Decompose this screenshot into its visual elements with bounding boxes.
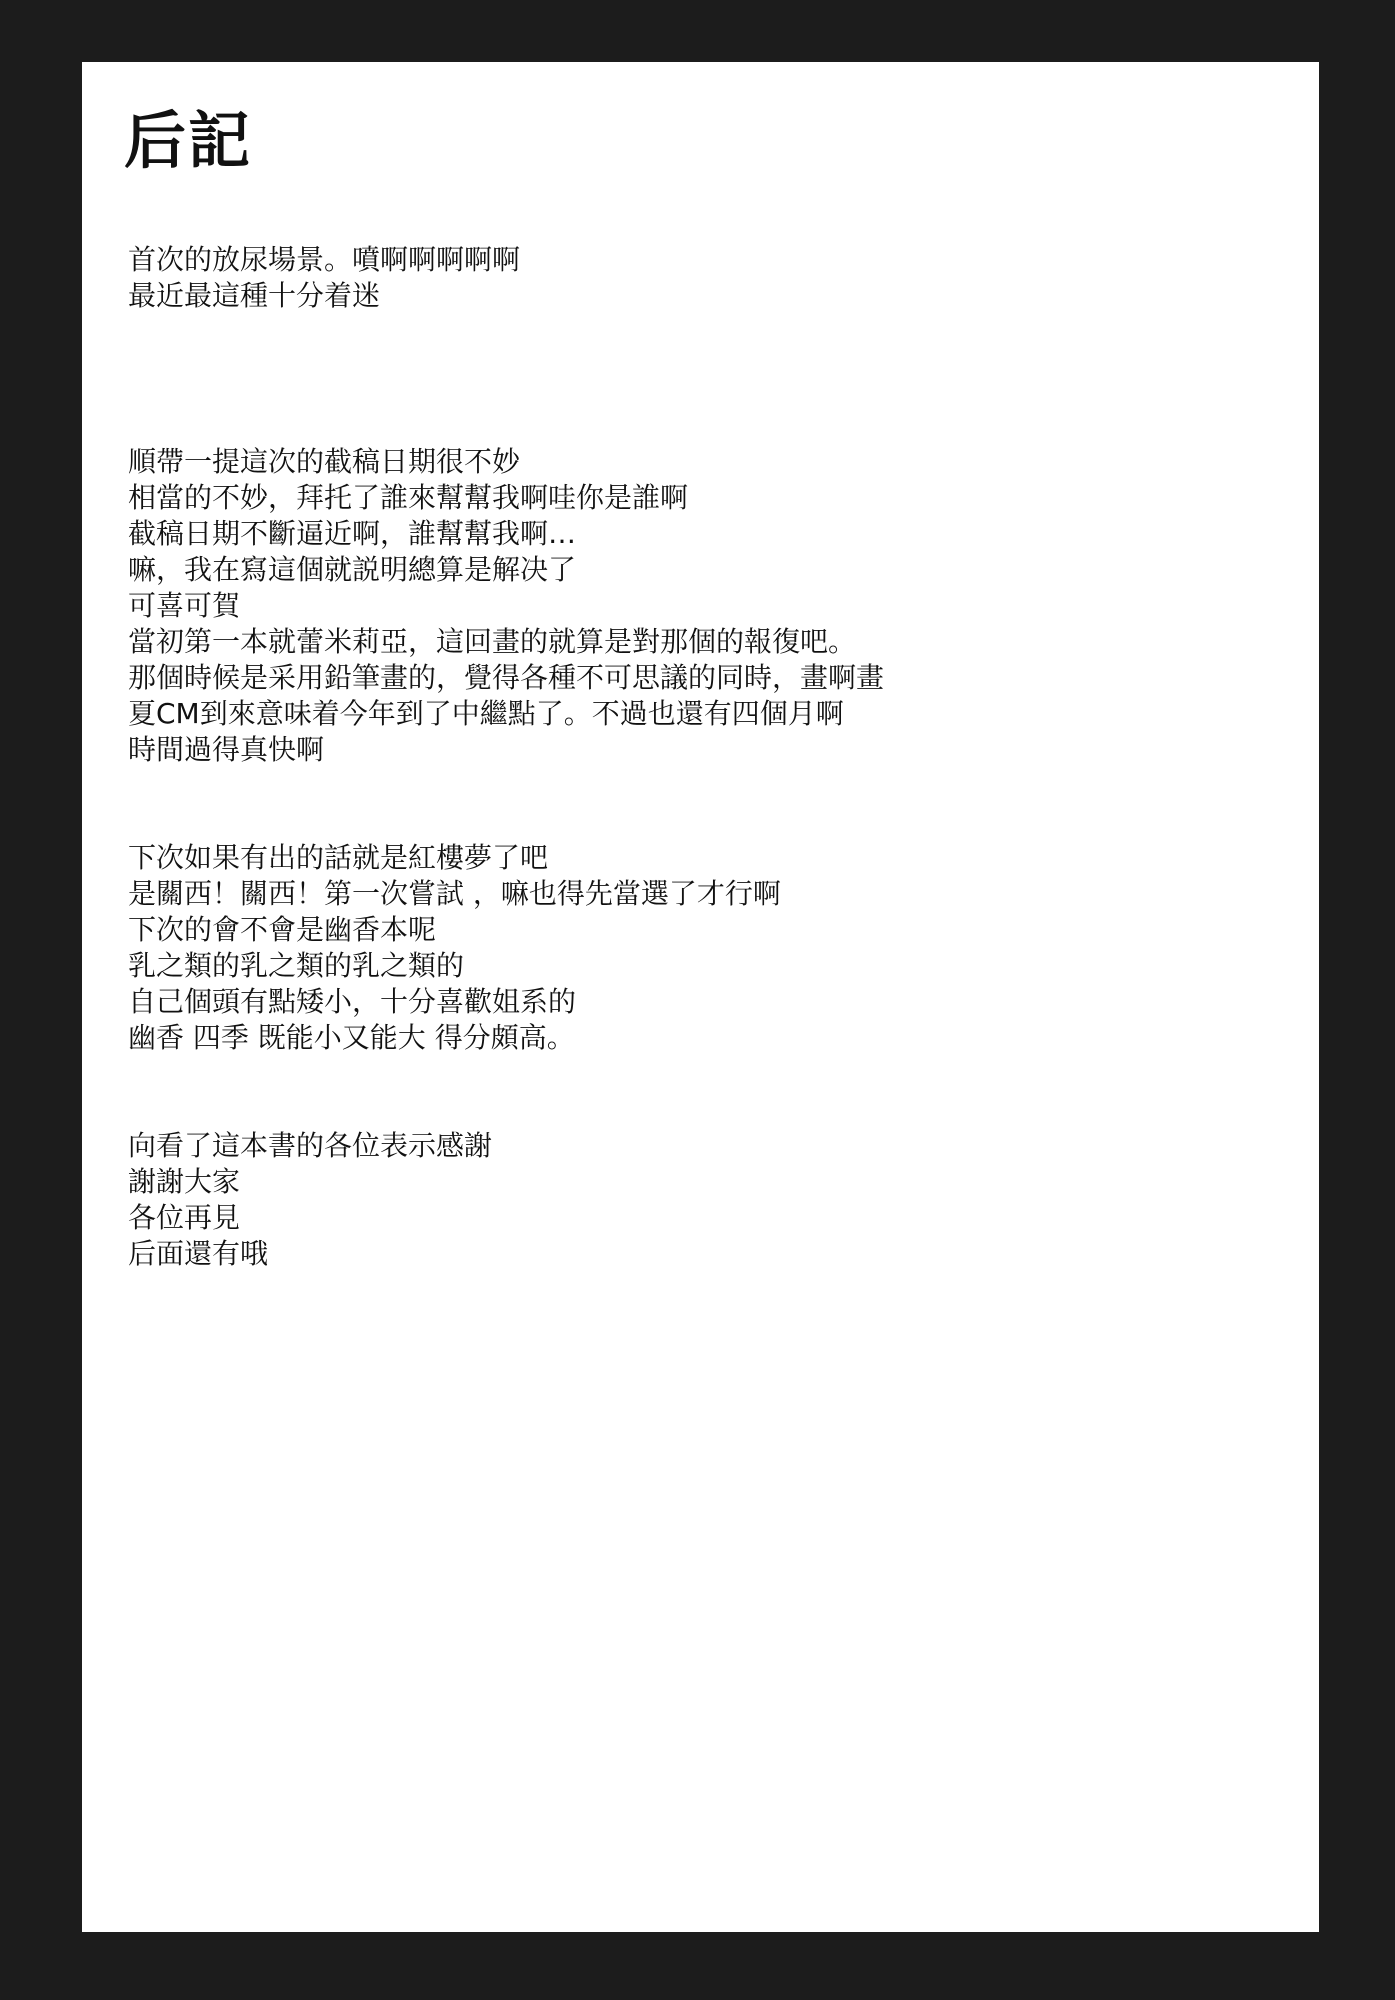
text-line: 自己個頭有點矮小，十分喜歡姐系的	[128, 985, 577, 1018]
text-line: 可喜可賀	[128, 589, 241, 622]
document-page	[82, 62, 1319, 1932]
paragraph-next-event	[128, 840, 781, 1056]
text-line: 下次的會不會是幽香本呢	[128, 913, 437, 946]
text-line: 下次如果有出的話就是紅樓夢了吧	[128, 841, 549, 874]
paragraph-thanks	[128, 1128, 492, 1272]
text-line: 幽香 四季 既能小又能大 得分頗高。	[128, 1021, 575, 1054]
text-line: 向看了這本書的各位表示感謝	[128, 1129, 493, 1162]
text-line: 順帶一提這次的截稿日期很不妙	[128, 445, 521, 478]
text-line: 是關西！關西！第一次嘗試 ，嘛也得先當選了才行啊	[128, 877, 781, 910]
page-title: 后記	[124, 104, 253, 177]
text-line: 那個時候是采用鉛筆畫的，覺得各種不可思議的同時，畫啊畫	[128, 661, 885, 694]
text-line: 謝謝大家	[128, 1165, 241, 1198]
text-line: 后面還有哦	[128, 1237, 269, 1270]
text-line: 夏CM到來意味着今年到了中繼點了。不過也還有四個月啊	[128, 697, 844, 730]
text-line: 最近最這種十分着迷	[128, 279, 381, 312]
text-line: 截稿日期不斷逼近啊，誰幫幫我啊…	[128, 517, 577, 550]
text-line: 各位再見	[128, 1201, 241, 1234]
paragraph-intro	[128, 242, 520, 314]
text-line: 相當的不妙，拜托了誰來幫幫我啊哇你是誰啊	[128, 481, 689, 514]
text-line: 乳之類的乳之類的乳之類的	[128, 949, 465, 982]
paragraph-deadline	[128, 444, 884, 768]
text-line: 當初第一本就蕾米莉亞，這回畫的就算是對那個的報復吧。	[128, 625, 857, 658]
text-line: 首次的放尿場景。噴啊啊啊啊啊	[128, 243, 521, 276]
text-line: 嘛，我在寫這個就説明總算是解决了	[128, 553, 577, 586]
text-line: 時間過得真快啊	[128, 733, 325, 766]
